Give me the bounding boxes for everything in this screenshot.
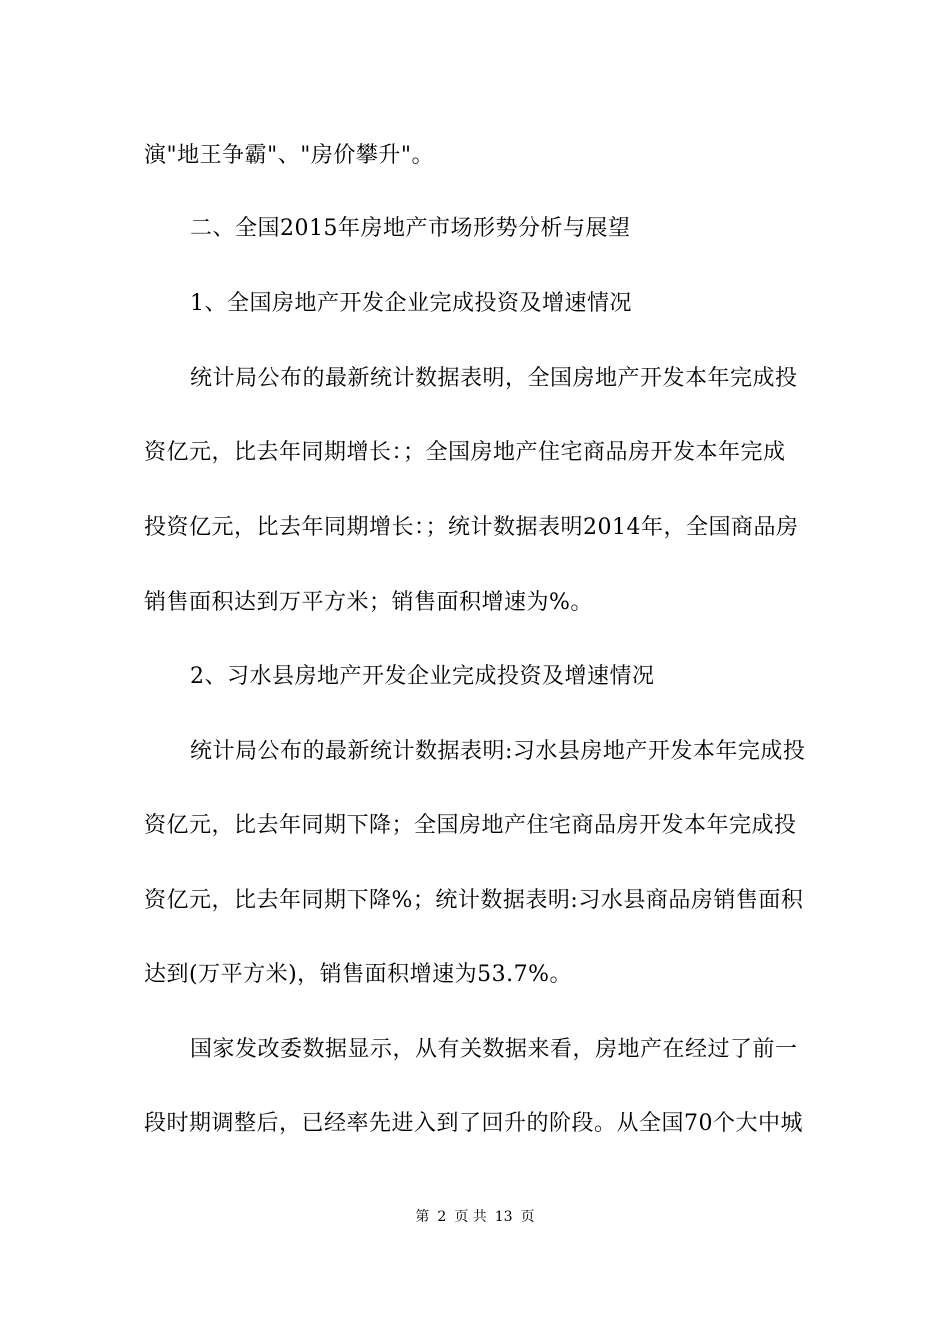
page-footer: [0, 1208, 950, 1226]
text-line: 段时期调整后，已经率先进入到了回升的阶段。从全国70个大中城: [144, 1111, 803, 1136]
text-line: 统计局公布的最新统计数据表明:习水县房地产开发本年完成投: [190, 739, 806, 764]
footer-suffix: 页: [520, 1209, 535, 1225]
footer-prefix: 第: [415, 1209, 430, 1225]
section-heading: 二、全国2015年房地产市场形势分析与展望: [190, 216, 631, 241]
text-line: 资亿元，比去年同期下降%；统计数据表明:习水县商品房销售面积: [144, 888, 804, 913]
text-line: 销售面积达到万平方米；销售面积增速为%。: [144, 590, 593, 615]
footer-middle: 页 共: [454, 1209, 487, 1225]
footer-total-pages: 13: [494, 1209, 513, 1225]
text-line: 演"地王争霸"、"房价攀升"。: [144, 143, 434, 168]
subsection-heading: 2、习水县房地产开发企业完成投资及增速情况: [190, 664, 655, 689]
text-line: 国家发改委数据显示，从有关数据来看，房地产在经过了前一: [190, 1037, 798, 1062]
text-line: 投资亿元，比去年同期增长：；统计数据表明2014年，全国商品房: [144, 515, 799, 540]
subsection-heading: 1、全国房地产开发企业完成投资及增速情况: [190, 291, 632, 316]
text-line: 资亿元，比去年同期增长：；全国房地产住宅商品房开发本年完成: [144, 440, 786, 465]
footer-page-number: 2: [437, 1209, 447, 1225]
text-line: 资亿元，比去年同期下降；全国房地产住宅商品房开发本年完成投: [144, 813, 797, 838]
text-line: 达到(万平方米)，销售面积增速为53.7%。: [144, 962, 573, 987]
text-line: 统计局公布的最新统计数据表明，全国房地产开发本年完成投: [190, 366, 798, 391]
